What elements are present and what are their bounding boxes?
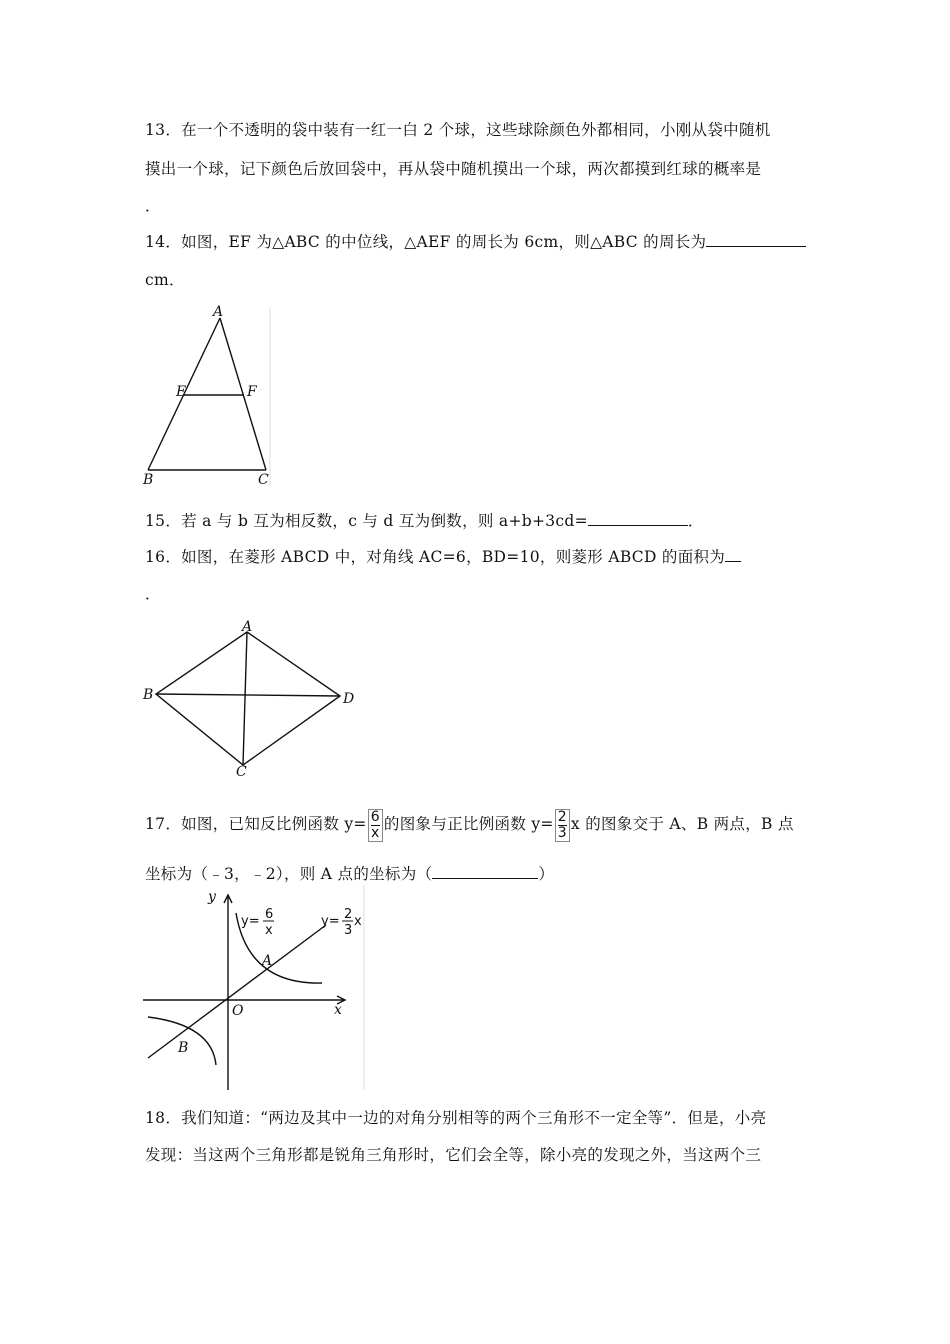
rhombus-outline bbox=[156, 632, 340, 765]
rhombus-svg bbox=[140, 618, 360, 778]
q17-part2: 的图象与正比例函数 y= bbox=[383, 815, 554, 833]
q17-line2-start: 坐标为（﹣3，﹣2），则 A 点的坐标为（ bbox=[145, 865, 433, 883]
q16-line1 bbox=[145, 545, 741, 567]
inverse-label-prefix: y= bbox=[241, 914, 260, 929]
q13-line3: ． bbox=[145, 197, 161, 215]
q18-line1: 18．我们知道：“两边及其中一边的对角分别相等的两个三角形不一定全等”．但是，小亮 bbox=[145, 1109, 767, 1127]
q17-line1 bbox=[145, 806, 794, 842]
q14-answer-blank bbox=[706, 231, 806, 247]
q16-answer-blank bbox=[725, 546, 741, 562]
q17-part1: 17．如图，已知反比例函数 y= bbox=[145, 815, 367, 833]
q17-fraction-inverse bbox=[368, 809, 383, 842]
linear-label-prefix: y= bbox=[321, 914, 340, 929]
diagonal-ac bbox=[243, 632, 247, 765]
q15-answer-blank bbox=[588, 510, 688, 526]
label-e: E bbox=[176, 384, 187, 400]
q17-answer-blank bbox=[432, 863, 538, 879]
diagonal-bd bbox=[156, 694, 340, 696]
q16-rhombus-figure bbox=[140, 618, 360, 782]
origin-label: O bbox=[232, 1003, 244, 1019]
inverse-label-numerator: 6 bbox=[265, 907, 274, 922]
q17-graph-figure bbox=[140, 885, 370, 1099]
q16-line2: ． bbox=[145, 585, 161, 603]
linear-label-x: x bbox=[354, 914, 362, 929]
q15-end: ． bbox=[687, 512, 704, 530]
label-c: C bbox=[258, 472, 269, 488]
linear-function-line bbox=[148, 925, 326, 1058]
q17-fraction-linear bbox=[555, 809, 570, 842]
label-b: B bbox=[143, 472, 154, 488]
q14-line1 bbox=[145, 230, 806, 252]
q13-line1: 13．在一个不透明的袋中装有一红一白 2 个球，这些球除颜色外都相同，小刚从袋中随机 bbox=[145, 121, 771, 139]
q18-line2: 发现：当这两个三角形都是锐角三角形时，它们会全等，除小亮的发现之外，当这两个三 bbox=[145, 1146, 762, 1164]
frac2-numerator: 2 bbox=[557, 808, 567, 825]
graph-svg bbox=[140, 885, 370, 1095]
triangle-svg bbox=[140, 302, 280, 492]
q17-line2 bbox=[145, 862, 554, 884]
q14-text: 14．如图，EF 为△ABC 的中位线，△AEF 的周长为 6cm，则△ABC 的周长为 bbox=[145, 233, 707, 251]
linear-label-denominator: 3 bbox=[344, 923, 353, 938]
q15-line bbox=[145, 509, 704, 531]
x-axis-label: x bbox=[334, 1002, 342, 1018]
inverse-label-denominator: x bbox=[265, 923, 273, 938]
q17-part3: x 的图象交于 A、B 两点，B 点 bbox=[570, 815, 794, 833]
frac1-denominator: x bbox=[371, 824, 380, 841]
frac1-numerator: 6 bbox=[370, 808, 380, 825]
q15-text: 15．若 a 与 b 互为相反数，c 与 d 互为倒数，则 a+b+3cd= bbox=[145, 512, 588, 530]
q16-text: 16．如图，在菱形 ABCD 中，对角线 AC=6，BD=10，则菱形 ABCD 的面积为 bbox=[145, 548, 726, 566]
point-a-label: A bbox=[262, 953, 273, 969]
q14-triangle-figure bbox=[140, 302, 280, 496]
linear-label-numerator: 2 bbox=[344, 907, 353, 922]
q17-line2-end: ） bbox=[538, 865, 555, 883]
label-a: A bbox=[242, 619, 253, 635]
frac2-denominator: 3 bbox=[557, 824, 567, 841]
q14-line2: cm． bbox=[145, 271, 185, 289]
side-ac bbox=[220, 318, 266, 470]
label-a: A bbox=[213, 304, 224, 320]
point-b-label: B bbox=[178, 1040, 189, 1056]
q13-line2: 摸出一个球，记下颜色后放回袋中，再从袋中随机摸出一个球，两次都摸到红球的概率是 bbox=[145, 160, 762, 178]
label-c: C bbox=[236, 764, 247, 778]
label-d: D bbox=[343, 691, 355, 707]
label-f: F bbox=[247, 384, 257, 400]
y-axis-label: y bbox=[208, 889, 216, 905]
label-b: B bbox=[143, 687, 154, 703]
